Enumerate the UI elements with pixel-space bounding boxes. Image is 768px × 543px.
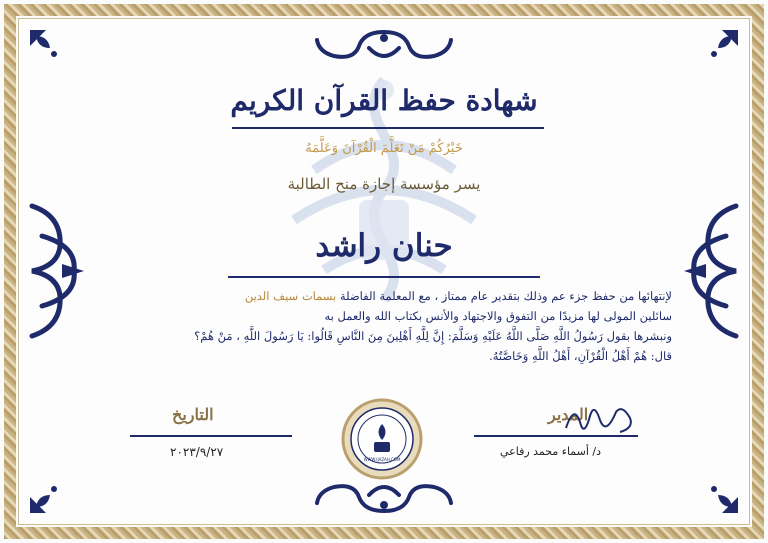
body-line-1-text: لإنتهائها من حفظ جزء عم وذلك بتقدير عام ممتاز ، مع المعلمة الفاضلة — [336, 289, 672, 303]
body-line-4: قال: هُمْ أَهْلُ الْقُرْآنِ، أَهْلُ اللَّهِ وَخَاصَّتُهُ. — [489, 349, 672, 363]
seal-emblem-icon — [341, 398, 423, 480]
body-line-1 — [96, 286, 672, 306]
teacher-name: بسمات سيف الدين — [244, 289, 337, 303]
corner-ornament-icon — [28, 481, 62, 515]
certificate-title: شهادة حفظ القرآن الكريم — [230, 84, 538, 117]
seal-text: WWW.IJAZAH.COM — [363, 457, 401, 462]
director-line — [474, 435, 638, 437]
organization-line: يسر مؤسسة إجازة منح الطالبة — [287, 175, 481, 193]
body-line-2: سائلين المولى لها مزيدًا من التفوق والاجتهاد والأنس بكتاب الله والعمل به — [324, 309, 672, 323]
student-name: حنان راشد — [315, 228, 453, 264]
bottom-ornament-icon — [309, 475, 459, 517]
director-name: د/ أسماء محمد رفاعي — [500, 445, 602, 458]
corner-ornament-icon — [28, 28, 62, 62]
date-label: التاريخ — [172, 405, 214, 424]
corner-ornament-icon — [706, 28, 740, 62]
top-ornament-icon — [309, 26, 459, 68]
name-divider — [228, 276, 540, 278]
certificate-body — [96, 286, 672, 366]
director-label: المدير — [548, 405, 589, 424]
title-divider — [232, 127, 544, 129]
hadith-text: خَيْرُكُمْ مَنْ تَعَلَّمَ الْقُرْآنَ وَعَلَّمَهُ — [305, 141, 463, 156]
left-ornament-icon — [22, 196, 92, 346]
body-line-3: ونبشرها بقول رَسُولُ اللَّهِ صَلَّى اللَّهُ عَلَيْهِ وَسَلَّمَ: إِنَّ لِلَّهِ أَهْلِينَ مِنَ النَّاسِ قَالُوا: يَا رَسُولَ اللَّهِ ، مَنْ هُمْ؟ — [194, 329, 672, 343]
corner-ornament-icon — [706, 481, 740, 515]
right-ornament-icon — [676, 196, 746, 346]
date-line — [130, 435, 292, 437]
date-value: ٢٠٢٣/٩/٢٧ — [170, 445, 224, 459]
